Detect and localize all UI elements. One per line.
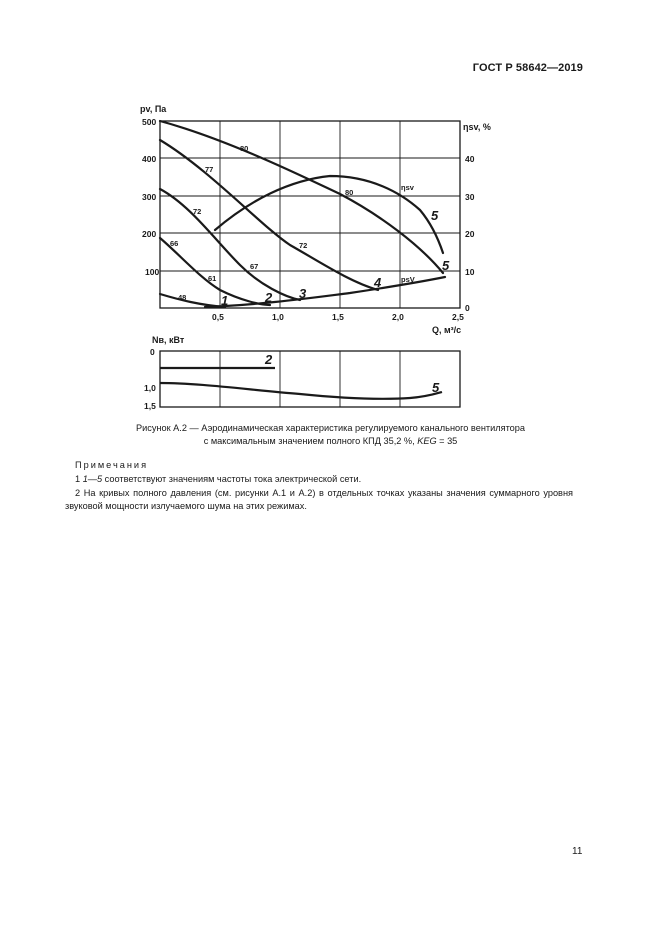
x-tick: 2,5 — [452, 312, 464, 322]
note-1 — [75, 474, 361, 484]
x-tick: 1,0 — [272, 312, 284, 322]
x-tick: 1,5 — [332, 312, 344, 322]
y-tick: 400 — [142, 154, 157, 164]
x-axis-label: Q, м³/с — [432, 325, 462, 335]
y-axis-ticks — [142, 117, 159, 277]
power-curve-number: 5 — [432, 380, 440, 395]
curve-number: 5 — [442, 258, 450, 273]
caption-prefix: с максимальным значением полного КПД 35,2 %, — [203, 436, 418, 446]
noise-label: 80 — [345, 188, 354, 197]
efficiency-label: ηsv — [401, 183, 414, 192]
x-tick: 2,0 — [392, 312, 404, 322]
note-2: 2 На кривых полного давления (см. рисунки А.1 и А.2) в отдельных точках указаны значения суммарного уровня звуковой мощности излучаемого шума на этих режимах. — [65, 488, 573, 511]
power-y-tick: 0 — [150, 347, 155, 357]
y2-tick: 20 — [465, 229, 475, 239]
caption-keg: KEG — [417, 436, 437, 446]
y-tick: 300 — [142, 192, 157, 202]
y-tick: 500 — [142, 117, 157, 127]
curve-2-pressure — [160, 238, 270, 305]
curve-5-pressure — [160, 121, 443, 273]
curve-number: 3 — [299, 286, 307, 301]
y2-tick: 30 — [465, 192, 475, 202]
noise-label: 72 — [299, 241, 308, 250]
note-1-range: 1—5 — [82, 474, 103, 484]
x-axis-ticks — [212, 312, 464, 322]
curve-number: 2 — [265, 290, 273, 305]
figure-caption: Рисунок А.2 — Аэродинамическая характеристика регулируемого канального вентилятора — [135, 423, 526, 433]
notes-title: Примечания — [75, 460, 149, 470]
power-y-tick: 1,0 — [144, 383, 156, 393]
curve-1-pressure — [160, 294, 225, 307]
note-1-text: соответствуют значениям частоты тока электрической сети. — [102, 474, 362, 484]
curve-3-pressure — [160, 189, 300, 300]
power-plot — [160, 351, 460, 407]
y-tick: 200 — [142, 229, 157, 239]
power-y-tick: 1,5 — [144, 401, 156, 411]
y2-tick: 40 — [465, 154, 475, 164]
y2-tick: 10 — [465, 267, 475, 277]
noise-label: 72 — [193, 207, 202, 216]
document-header: ГОСТ Р 58642—2019 — [472, 62, 583, 74]
noise-label: 48 — [178, 293, 187, 302]
psv-label: psV — [401, 275, 415, 284]
x-tick: 0,5 — [212, 312, 224, 322]
caption-suffix: = 35 — [436, 436, 458, 446]
y2-axis-ticks — [465, 154, 475, 313]
noise-label: 80 — [240, 144, 249, 153]
noise-label: 67 — [250, 262, 259, 271]
power-y-label: Nв, кВт — [152, 335, 185, 345]
page-number: 11 — [572, 846, 583, 857]
aerodynamic-chart — [0, 0, 661, 420]
curve-number: 4 — [374, 275, 382, 290]
y-tick: 100 — [145, 267, 160, 277]
power-curve-number: 2 — [265, 352, 273, 367]
curve-number: 1 — [221, 293, 229, 308]
figure-caption-2 — [0, 435, 661, 448]
y2-axis-label: ηsv, % — [463, 122, 491, 132]
noise-label: 61 — [208, 274, 217, 283]
y-axis-label: pv, Па — [140, 104, 167, 114]
curve-number: 5 — [431, 208, 439, 223]
noise-label: 66 — [170, 239, 179, 248]
y2-tick: 0 — [465, 303, 470, 313]
note-1-number: 1 — [75, 474, 81, 484]
noise-label: 77 — [205, 165, 214, 174]
